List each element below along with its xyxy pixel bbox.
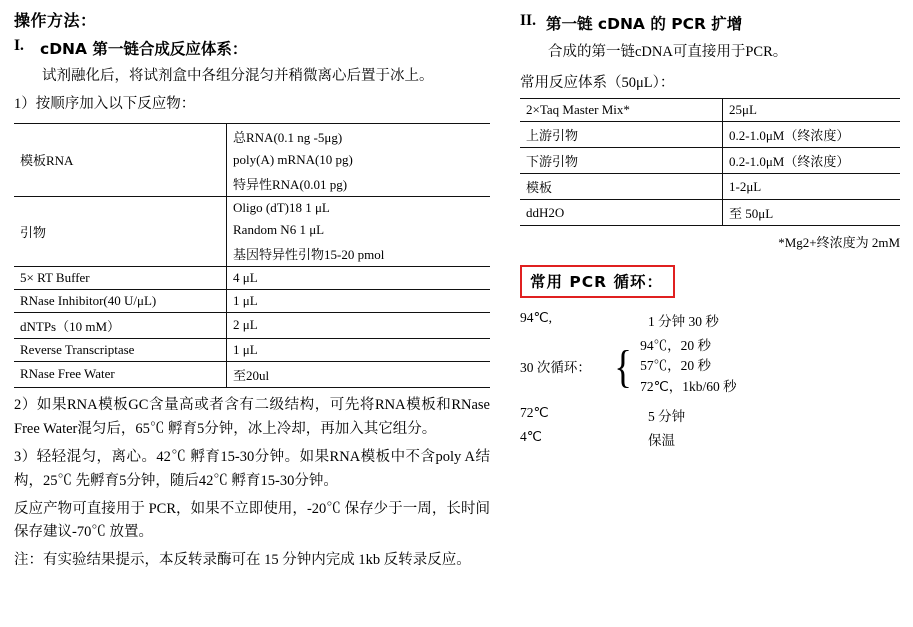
section-1-number: I.: [14, 37, 24, 54]
storage-note: 反应产物可直接用于 PCR，如果不立即使用，-20℃ 保存少于一周，长时间保存建议-70℃ 放置。: [14, 500, 490, 541]
section-2-title: [520, 12, 900, 34]
table-cell-label: 5× RT Buffer: [14, 266, 227, 289]
cycle-step-final-extension: [520, 405, 900, 425]
step-1-heading: 1）按顺序加入以下反应物：: [14, 95, 196, 112]
brace-icon: {: [614, 340, 632, 392]
table-cell-value: 总RNA(0.1 ng -5μg): [227, 123, 491, 149]
table-cell-value: 基因特异性引物15-20 pmol: [227, 241, 491, 267]
section-1-intro: 试剂融化后，将试剂盒中各组分混匀并稍微离心后置于冰上。: [42, 68, 434, 84]
right-column: [520, 8, 900, 453]
table-cell-value: Random N6 1 μL: [227, 219, 491, 241]
table-row: [14, 123, 490, 149]
section-1-label: cDNA 第一链合成反应体系：: [40, 40, 248, 58]
page-title: 操作方法：: [14, 11, 97, 30]
table-cell-label: dNTPs（10 mM）: [14, 312, 227, 338]
table-row: [520, 122, 900, 148]
table-row: [14, 361, 490, 387]
table-cell-value: 2 μL: [227, 312, 491, 338]
table-row: [520, 174, 900, 200]
step-2-text: 2）如果RNA模板GC含量高或者含有二级结构，可先将RNA模板和RNase Free Water混匀后，65℃ 孵育5分钟，冰上冷却，再加入其它组分。: [14, 396, 490, 437]
cycle-value: 保温: [648, 432, 675, 448]
mg-concentration-note: *Mg2+终浓度为 2mM: [778, 235, 900, 250]
cycle-step-denature-initial: [520, 310, 900, 330]
cycle-sub-step: 57℃，20 秒: [640, 358, 711, 374]
table-cell-value: 1 μL: [227, 289, 491, 312]
table-row: [14, 196, 490, 219]
cycle-label: 4℃: [520, 428, 542, 444]
section-2-label: 第一链 cDNA 的 PCR 扩增: [546, 15, 743, 33]
table-cell-label: Reverse Transcriptase: [14, 338, 227, 361]
table-row: [14, 289, 490, 312]
table-row: [520, 99, 900, 122]
table-cell-label: 2×Taq Master Mix*: [520, 99, 723, 122]
table-row: [520, 200, 900, 226]
table-cell-label: ddH2O: [520, 200, 723, 226]
cycle-label: 72℃: [520, 404, 549, 420]
cycle-sub-steps: [640, 336, 737, 397]
table-row: [14, 312, 490, 338]
reaction-system-table: [14, 123, 490, 388]
cycle-step-hold: [520, 429, 900, 449]
table-cell-label: RNase Free Water: [14, 361, 227, 387]
table-cell-value: 0.2-1.0μM（终浓度）: [723, 148, 901, 174]
cycle-sub-step: 94℃，20 秒: [640, 338, 711, 353]
section-2-number: II.: [520, 12, 536, 29]
section-2-intro: 合成的第一链cDNA可直接用于PCR。: [548, 44, 788, 60]
pcr-reaction-table: [520, 98, 900, 226]
table-cell-value: 1-2μL: [723, 174, 901, 200]
table-cell-label: 模板: [520, 174, 723, 200]
table-cell-value: 0.2-1.0μM（终浓度）: [723, 122, 901, 148]
table-row: [520, 148, 900, 174]
section-1-title: [14, 37, 490, 59]
table-cell-value: 25μL: [723, 99, 901, 122]
table-cell-value: 4 μL: [227, 266, 491, 289]
cycle-step-30-cycles: [520, 336, 900, 397]
step-3-text: 3）轻轻混匀，离心。42℃ 孵育15-30分钟。如果RNA模板中不含poly A结构，25℃ 先孵育5分钟，随后42℃ 孵育15-30分钟。: [14, 448, 490, 489]
table-cell-value: Oligo (dT)18 1 μL: [227, 196, 491, 219]
pcr-cycle-list: [520, 310, 900, 449]
pcr-system-heading: 常用反应体系（50μL）：: [520, 75, 675, 91]
left-column: [14, 8, 490, 577]
table-row: [14, 338, 490, 361]
cycle-sub-step: 72℃，1kb/60 秒: [640, 378, 737, 394]
table-row: [14, 266, 490, 289]
table-cell-value: 至 50μL: [723, 200, 901, 226]
table-cell-value: 至20ul: [227, 361, 491, 387]
table-cell-value: 特异性RNA(0.01 pg): [227, 171, 491, 197]
table-cell-label: 引物: [14, 196, 227, 266]
remark-note: 注：有实验结果提示，本反转录酶可在 15 分钟内完成 1kb 反转录反应。: [14, 552, 471, 569]
cycle-value: 5 分钟: [648, 408, 686, 424]
cycle-value: 1 分钟 30 秒: [648, 314, 719, 329]
table-cell-label: 模板RNA: [14, 123, 227, 196]
table-cell-value: 1 μL: [227, 338, 491, 361]
table-cell-value: poly(A) mRNA(10 pg): [227, 149, 491, 171]
cycle-count-label: 30 次循环：: [520, 360, 591, 376]
table-cell-label: 下游引物: [520, 148, 723, 174]
cycle-label: 94℃,: [520, 310, 553, 325]
pcr-cycle-box: 常用 PCR 循环：: [520, 265, 675, 298]
table-cell-label: RNase Inhibitor(40 U/μL): [14, 289, 227, 312]
table-cell-label: 上游引物: [520, 122, 723, 148]
